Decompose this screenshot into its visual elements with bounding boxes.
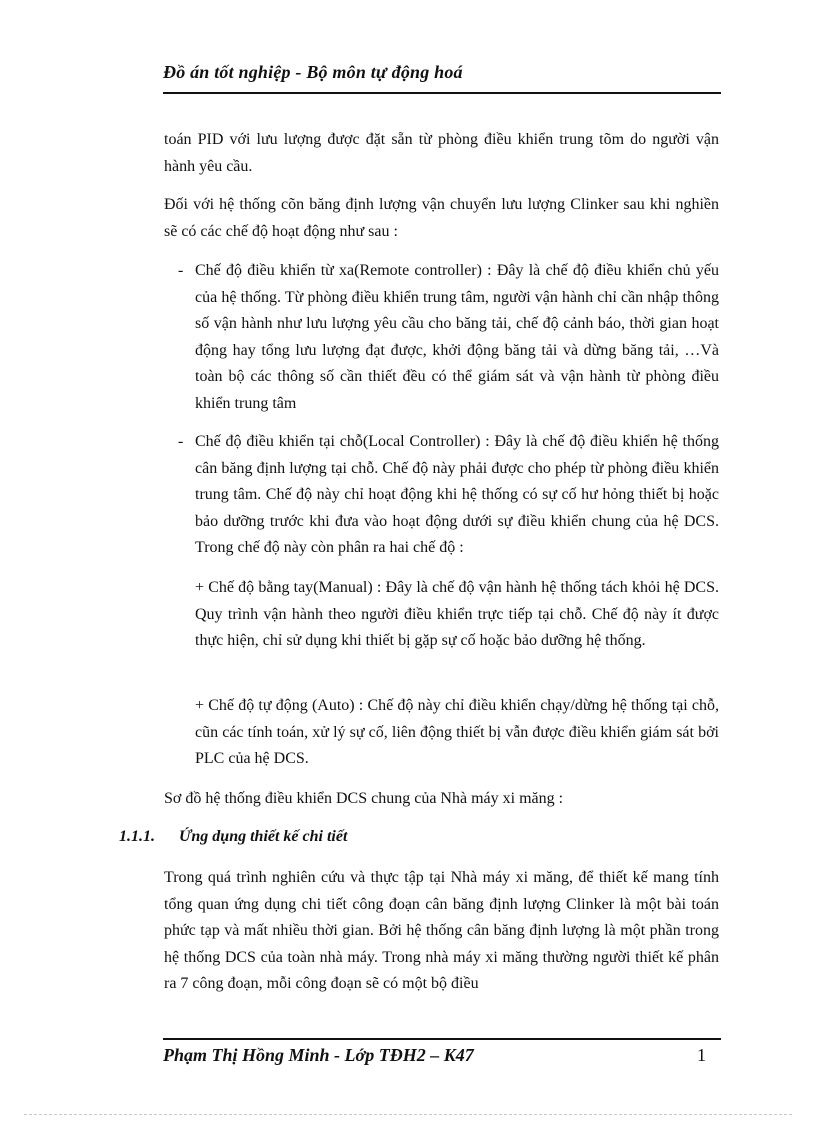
bullet-local-controller: Chế độ điều khiển tại chỗ(Local Controller) : Đây là chế độ điều khiển hệ thống cân băng định lượng tại chỗ. Chế độ này phải được cho phép từ phòng điều khiển trung tâm. Chế độ này chỉ hoạt động khi hệ thống có sự cố hư hỏng thiết bị hoặc bảo dưỡng trước khi đưa vào hoạt động dưới sự điều khiển chung của hệ DCS. Trong chế độ này còn phân ra hai chế độ :: [195, 433, 719, 556]
section-title: Ứng dụng thiết kế chi tiết: [179, 828, 348, 845]
header-title: Đồ án tốt nghiệp - Bộ môn tự động hoá: [163, 62, 463, 82]
page-break-divider: [24, 1114, 792, 1115]
bullet-marker: -: [178, 433, 184, 450]
page-number: 1: [697, 1045, 706, 1065]
bullet-remote-controller: Chế độ điều khiển từ xa(Remote controller) : Đây là chế độ điều khiển chủ yếu của hệ thống. Từ phòng điều khiển trung tâm, người vận hành chỉ cần nhập thông số vận hành như lưu lượng yêu cầu cho băng tải, chế độ cảnh báo, thời gian hoạt động hay tổng lưu lượng đạt được, khởi động băng tải và dừng băng tải, …Và toàn bộ các thông số cần thiết đều có thể giám sát và vận hành từ phòng điều khiển trung tâm: [195, 262, 719, 412]
paragraph-detailed-design: Trong quá trình nghiên cứu và thực tập tại Nhà máy xi măng, để thiết kế mang tính tổng quan ứng dụng chi tiết công đoạn cân băng định lượng Clinker là một bài toán phức tạp và mất nhiều thời gian. Bởi hệ thống cân băng định lượng là một phần trong hệ thống DCS của toàn nhà máy. Trong nhà máy xi măng thường người thiết kế phân ra 7 công đoạn, mỗi công đoạn sẽ có một bộ điều: [164, 869, 719, 992]
paragraph-dcs-diagram-caption: Sơ đồ hệ thống điều khiển DCS chung của Nhà máy xi măng :: [164, 790, 564, 807]
sub-item-auto-mode: + Chế độ tự động (Auto) : Chế độ này chỉ điều khiển chạy/dừng hệ thống tại chỗ, cũn các tính toán, xử lý sự cố, liên động thiết bị vẫn được điều khiển giám sát bởi PLC của hệ DCS.: [195, 697, 719, 767]
footer-author: Phạm Thị Hồng Minh - Lớp TĐH2 – K47: [163, 1045, 474, 1065]
sub-item-manual-mode: + Chế độ bằng tay(Manual) : Đây là chế độ vận hành hệ thống tách khỏi hệ DCS. Quy trình vận hành theo người điều khiển trực tiếp tại chỗ. Chế độ này ít được thực hiện, chỉ sử dụng khi thiết bị gặp sự cố hoặc bảo dưỡng hệ thống.: [195, 579, 719, 649]
bullet-marker: -: [178, 262, 184, 279]
paragraph-continuation: toán PID với lưu lượng được đặt sẵn từ phòng điều khiển trung tõm do người vận hành yêu cầu.: [164, 131, 719, 175]
footer-rule: [163, 1038, 721, 1040]
section-number: 1.1.1.: [119, 828, 155, 845]
section-heading: [119, 828, 347, 846]
paragraph-operating-modes-intro: Đối với hệ thống cõn băng định lượng vận chuyển lưu lượng Clinker sau khi nghiền sẽ có các chế độ hoạt động như sau :: [164, 196, 719, 240]
header-rule: [163, 92, 721, 94]
